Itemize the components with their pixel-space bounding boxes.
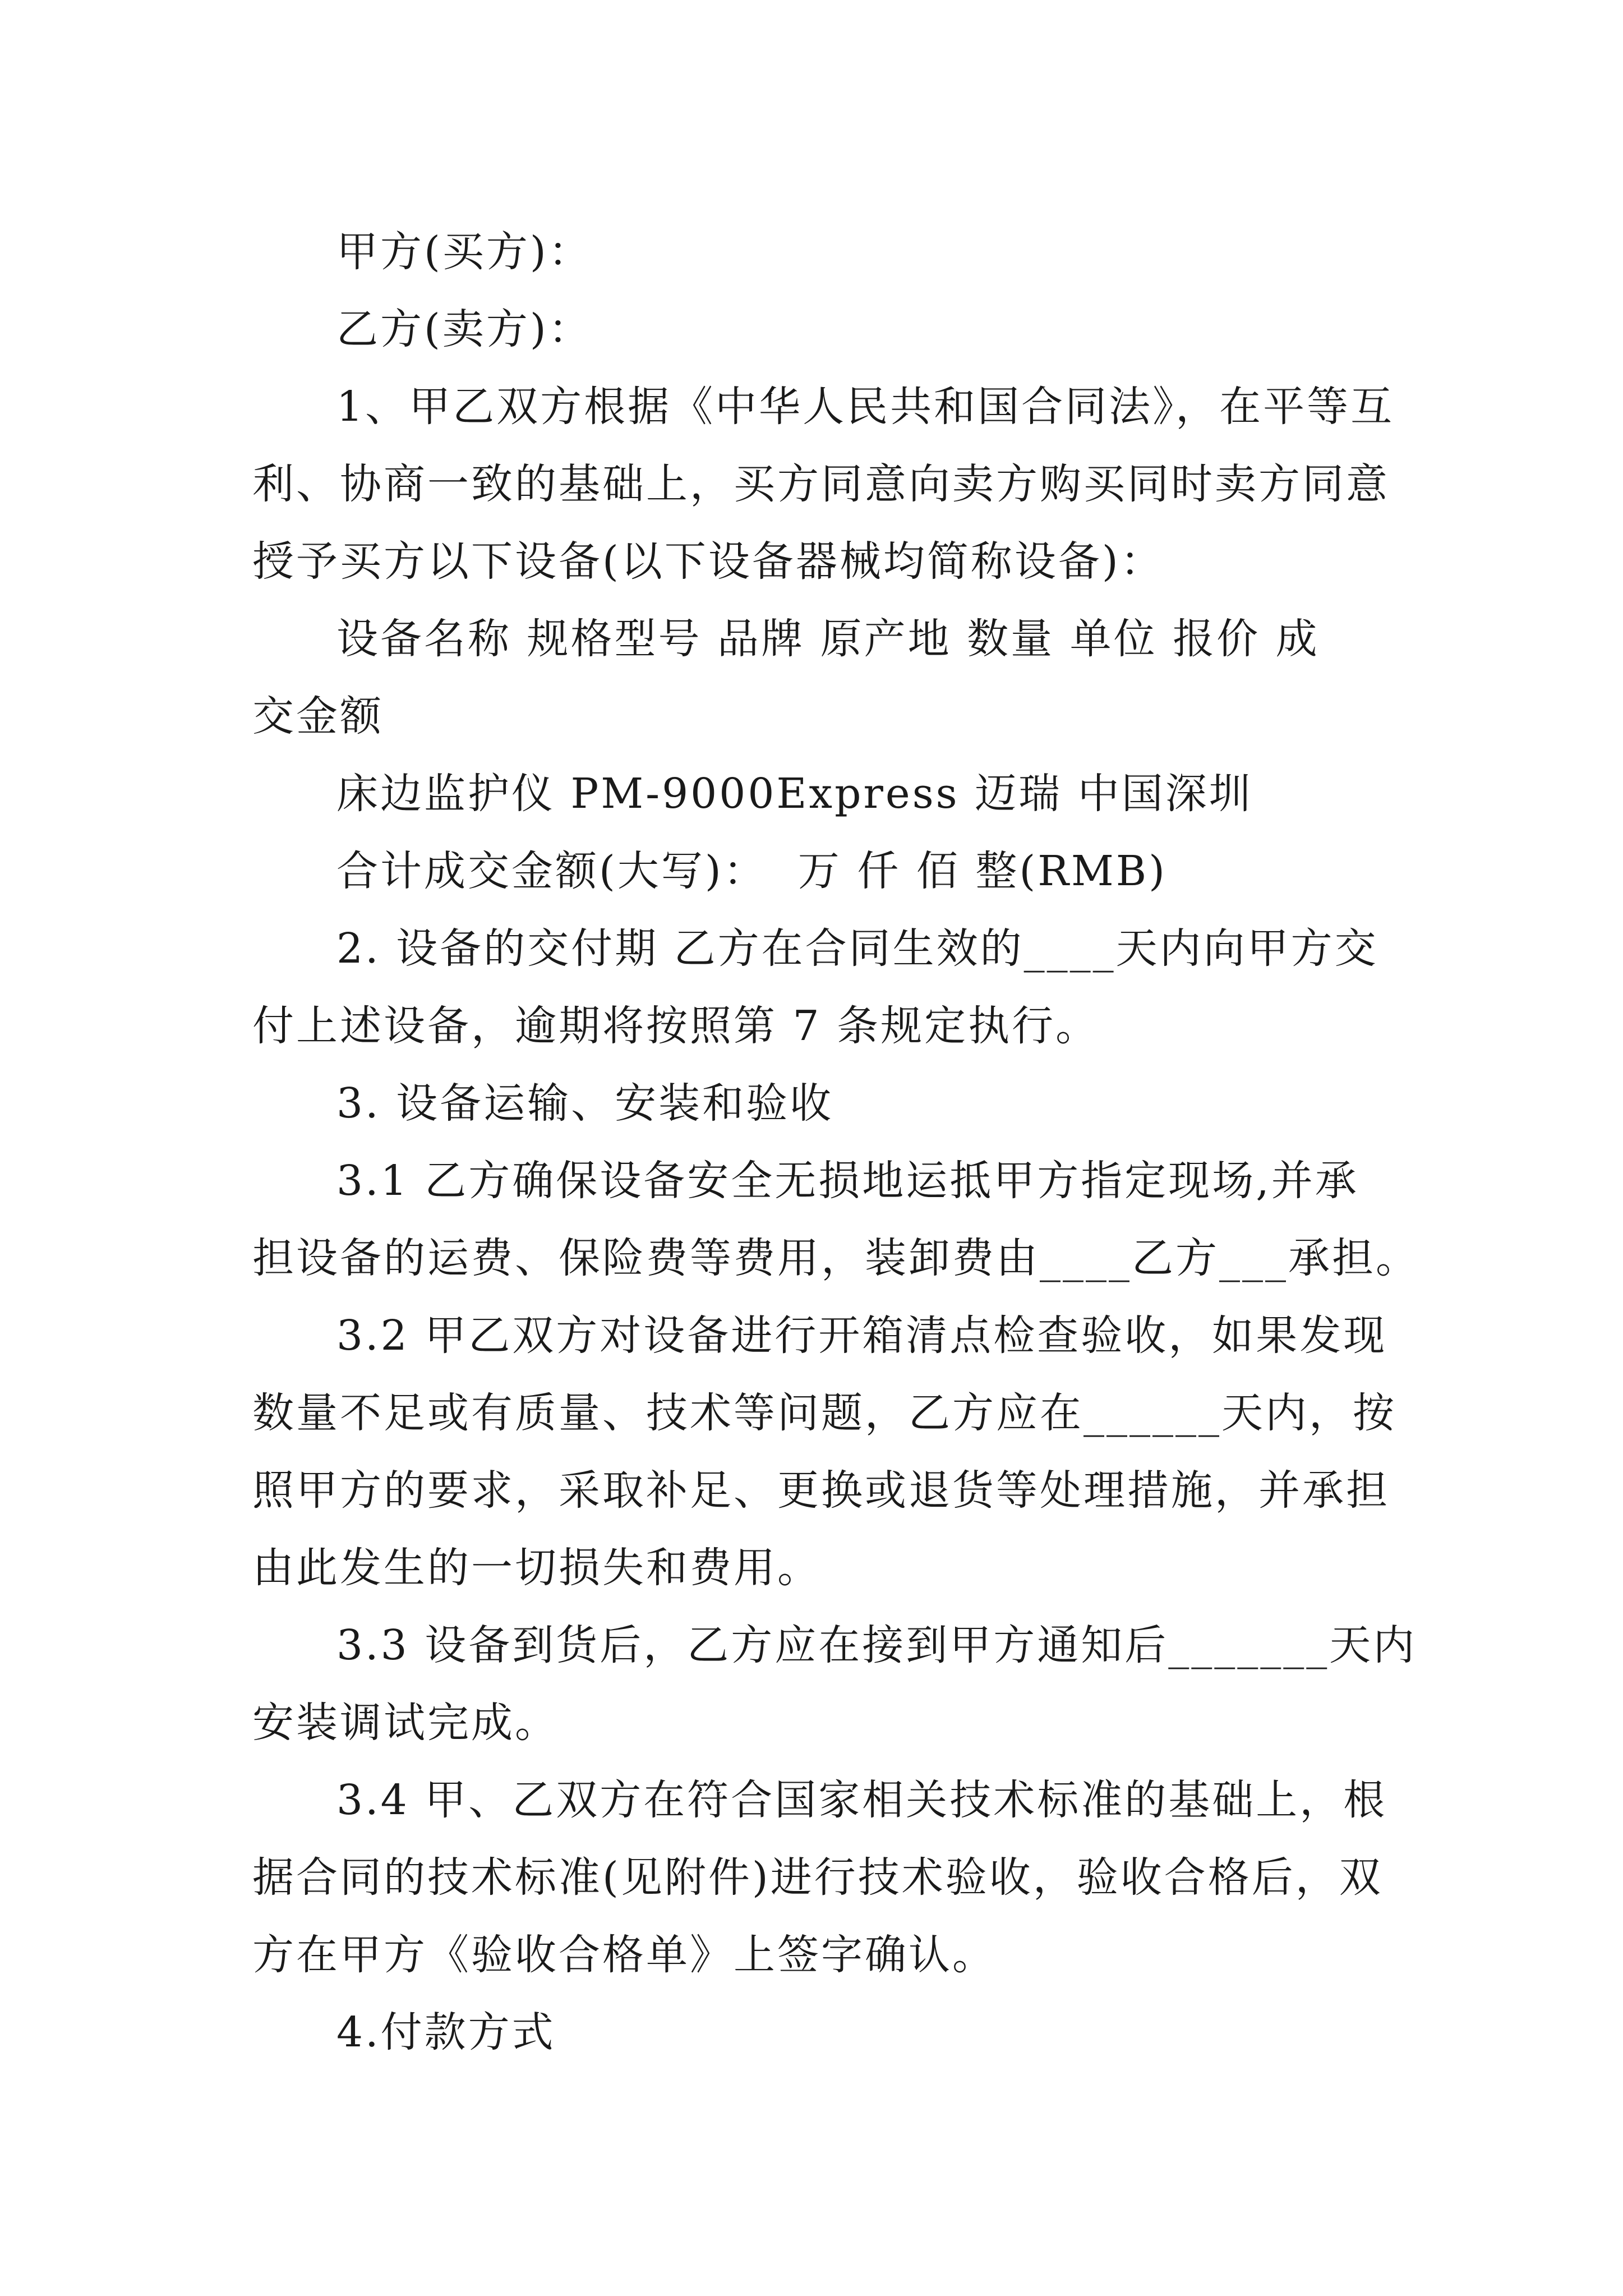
clause-3-3-line-2: 安装调试完成。: [252, 1699, 559, 1747]
party-a-line: 甲方(买方)：: [336, 228, 592, 276]
clause-3-4-line-1: 3.4 甲、乙双方在符合国家相关技术标准的基础上，根: [336, 1776, 1387, 1824]
equipment-header-line-2: 交金额: [252, 692, 384, 740]
clause-3-2-line-1: 3.2 甲乙双方对设备进行开箱清点检查验收，如果发现: [336, 1312, 1387, 1360]
clause-3-4-line-2: 据合同的技术标准(见附件)进行技术验收，验收合格后，双: [252, 1853, 1383, 1902]
equipment-row: 床边监护仪 PM-9000Express 迈瑞 中国深圳: [336, 770, 1253, 818]
clause-3-2-line-3: 照甲方的要求，采取补足、更换或退货等处理措施，并承担: [252, 1466, 1390, 1515]
clause-3-3-line-1: 3.3 设备到货后，乙方应在接到甲方通知后_______天内: [336, 1621, 1417, 1669]
document-page: [252, 213, 1419, 2071]
clause-2-line-2: 付上述设备，逾期将按照第 7 条规定执行。: [252, 1002, 1100, 1050]
clause-3-4-line-3: 方在甲方《验收合格单》上签字确认。: [252, 1931, 996, 1979]
clause-3-2-line-2: 数量不足或有质量、技术等问题，乙方应在______天内，按: [252, 1389, 1396, 1437]
clause-3-1-line-1: 3.1 乙方确保设备安全无损地运抵甲方指定现场,并承: [336, 1157, 1359, 1205]
clause-3-2-line-4: 由此发生的一切损失和费用。: [252, 1544, 821, 1592]
clause-1-line-1: 1、甲乙双方根据《中华人民共和国合同法》，在平等互: [336, 383, 1395, 431]
party-b-line: 乙方(卖方)：: [336, 305, 592, 353]
equipment-header-line-1: 设备名称 规格型号 品牌 原产地 数量 单位 报价 成: [336, 615, 1320, 663]
clause-2-line-1: 2. 设备的交付期 乙方在合同生效的____天内向甲方交: [336, 924, 1378, 973]
clause-3-1-line-2: 担设备的运费、保险费等费用，装卸费由____乙方___承担。: [252, 1234, 1419, 1282]
clause-3-heading: 3. 设备运输、安装和验收: [336, 1079, 834, 1128]
clause-1-line-2: 利、协商一致的基础上，买方同意向卖方购买同时卖方同意: [252, 460, 1390, 508]
total-amount-line: 合计成交金额(大写)： 万 仟 佰 整(RMB): [336, 847, 1167, 895]
clause-4-heading: 4.付款方式: [336, 2008, 556, 2056]
clause-1-line-3: 授予买方以下设备(以下设备器械均简称设备)：: [252, 537, 1164, 586]
